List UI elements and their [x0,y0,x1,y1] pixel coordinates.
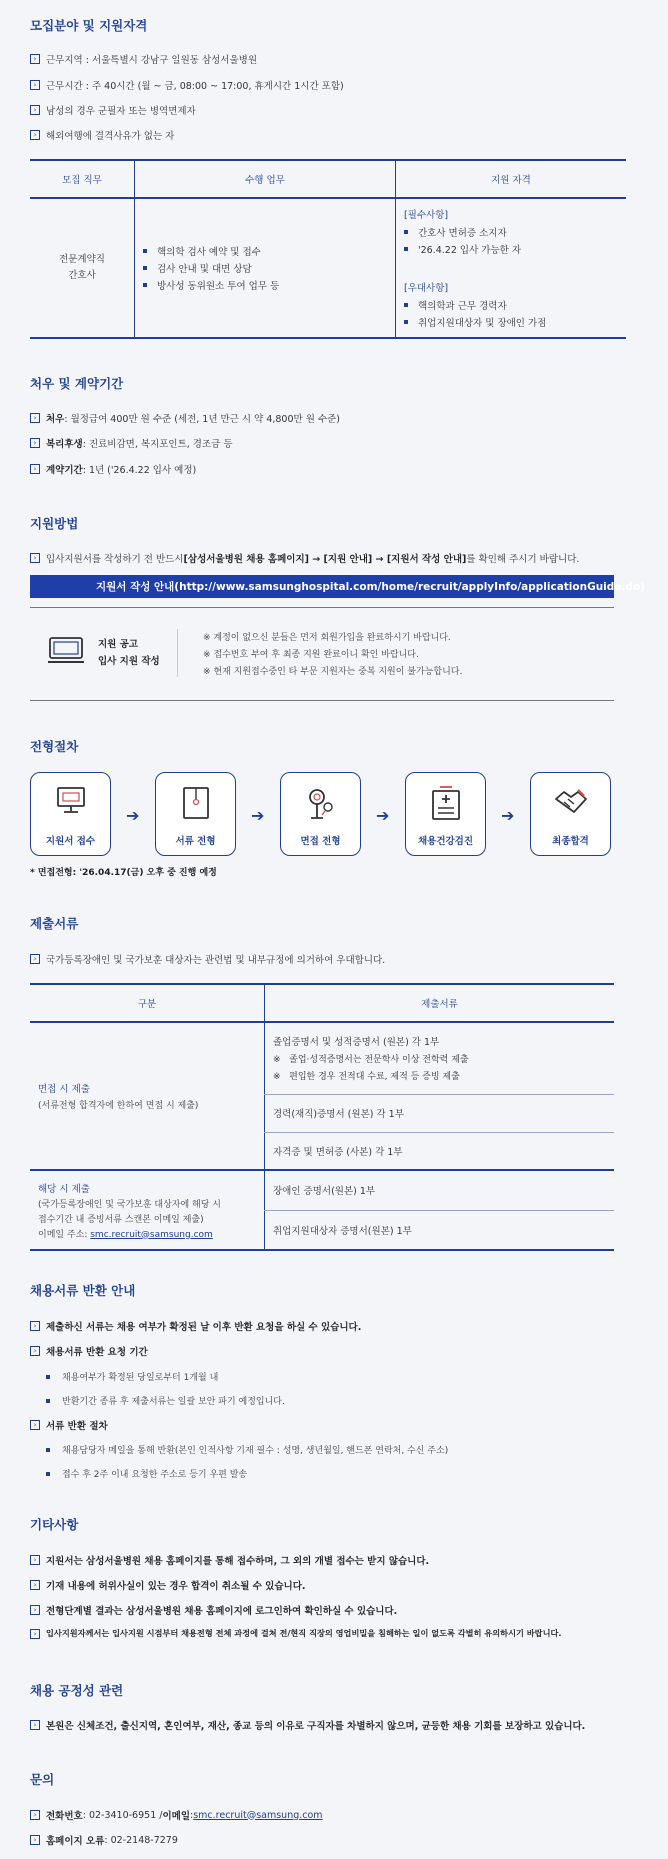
list-item: 핵의학과 근무 경력자 [404,298,625,312]
chevron-right-icon: › [30,80,40,90]
bullet: › 기재 내용에 허위사실이 있는 경우 합격이 취소될 수 있습니다. [30,1578,306,1592]
handshake-icon [553,785,589,821]
section-title-recruit: 모집분야 및 지원자격 [30,18,148,33]
process-step-final: 최종합격 [530,772,611,856]
chevron-right-icon: › [30,438,40,448]
section-title-etc: 기타사항 [30,1517,79,1532]
bullet: › 홈페이지 오류 : 02-2148-7279 [30,1833,178,1847]
qualification-cell: [필수사항] 간호사 면허증 소지자 '26.4.22 입사 가능한 자 [우대사항] 핵의학과 근무 경력자 취업지원대상자 및 장애인 가점 [396,198,627,338]
apply-notes: ※ 계정이 없으신 분들은 먼저 회원가입을 완료하시기 바랍니다. ※ 접수번호 부여 후 최종 지원 완료이니 확인 바랍니다. ※ 현재 지원접수중인 타 부문 지원자는 중복 지원이 불가능합니다. [203,633,463,677]
bullet: › 본원은 신체조건, 출신지역, 혼인여부, 재산, 종교 등의 이유로 구직자를 차별하지 않으며, 균등한 채용 기회를 보장하고 있습니다. [30,1718,585,1732]
section-title-apply: 지원방법 [30,516,79,531]
table-header: 제출서류 [265,984,615,1022]
chevron-right-icon: › [30,130,40,140]
section-title-docs: 제출서류 [30,916,79,931]
chevron-right-icon: › [30,105,40,115]
chevron-right-icon: › [30,1810,40,1820]
bullet: › 입사지원자께서는 입사지원 시점부터 채용전형 전체 과정에 걸쳐 전/현직 직장의 영업비밀을 침해하는 일이 없도록 각별히 유의하시기 바랍니다. [30,1628,562,1639]
section-title-treatment: 처우 및 계약기간 [30,376,124,391]
chevron-right-icon: › [30,553,40,563]
list-item: 접수 후 2주 이내 요청한 주소로 등기 우편 발송 [46,1467,247,1480]
contact-email-link[interactable]: smc.recruit@samsung.com [193,1809,323,1821]
bullet: › 서류 반환 절차 [30,1418,108,1432]
list-item: 반환기간 종류 후 제출서류는 일괄 보안 파기 예정입니다. [46,1394,285,1407]
chevron-right-icon: › [30,1555,40,1565]
divider [30,700,614,701]
bullet: › 처우 : 월정급여 400만 원 수준 (세전, 1년 만근 시 약 4,800만 원 수준) [30,411,340,425]
docs-group-interview: 면접 시 제출 (서류전형 합격자에 한하여 면접 시 제출) [30,1022,265,1170]
chevron-right-icon: › [30,413,40,423]
docs-cell: 취업지원대상자 증명서(원본) 1부 [265,1210,615,1250]
list-item: '26.4.22 입사 가능한 자 [404,242,625,256]
section-title-fairness: 채용 공정성 관련 [30,1683,124,1698]
chevron-right-icon: › [30,1720,40,1730]
arrow-right-icon: ➔ [251,806,265,825]
bullet: › 근무지역 : 서울특별시 강남구 일원동 삼성서울병원 [30,52,257,66]
divider [177,629,178,677]
bullet: › 계약기간 : 1년 ('26.4.22 입사 예정) [30,462,196,476]
laptop-icon [48,636,84,666]
docs-cell: 졸업증명서 및 성적증명서 (원본) 각 1부 ※ 졸업·성적증명서는 전문학사 이상 전학력 제출 ※ 편입한 경우 전적대 수료, 제적 등 증빙 제출 [265,1022,615,1094]
bullet: › 남성의 경우 군필자 또는 병역면제자 [30,103,196,117]
chevron-right-icon: › [30,54,40,64]
list-item: 핵의학 검사 예약 및 접수 [143,244,394,258]
chevron-right-icon: › [30,1420,40,1430]
list-item: 채용여부가 확정된 당일로부터 1개월 내 [46,1370,218,1383]
interview-note: * 면접전형: '26.04.17(금) 오후 중 진행 예정 [30,868,217,878]
bullet: › 해외여행에 결격사유가 없는 자 [30,128,174,142]
table-header: 수행 업무 [135,160,396,198]
bullet: › 지원서는 삼성서울병원 채용 홈페이지를 통해 접수하며, 그 외의 개별 접수는 받지 않습니다. [30,1553,429,1567]
table-header: 구분 [30,984,265,1022]
recruit-table [30,159,626,339]
list-item: 검사 안내 및 대면 상담 [143,261,394,275]
email-link[interactable]: smc.recruit@samsung.com [90,1229,213,1240]
medical-checkup-icon [428,785,464,821]
table-header: 모집 직무 [30,160,135,198]
docs-cell: 장애인 증명서(원본) 1부 [265,1170,615,1210]
arrow-right-icon: ➔ [126,806,140,825]
list-item: 채용담당자 메일을 통해 반환(본인 인적사항 기재 필수 : 성명, 생년월일, 핸드폰 연락처, 수신 주소) [46,1443,448,1456]
process-step-application: 지원서 접수 [30,772,111,856]
section-title-process: 전형절차 [30,739,79,754]
chevron-right-icon: › [30,1321,40,1331]
bullet: › 근무시간 : 주 40시간 (월 ~ 금, 08:00 ~ 17:00, 휴게시간 1시간 포함) [30,78,344,92]
process-step-interview: 면접 전형 [280,772,361,856]
docs-cell: 자격증 및 면허증 (사본) 각 1부 [265,1132,615,1170]
interview-icon [303,785,339,821]
process-step-medical: 채용건강검진 [405,772,486,856]
apply-box-title: 지원 공고 입사 지원 작성 [98,639,160,667]
table-header: 지원 자격 [396,160,627,198]
job-cell: 전문계약직 간호사 [30,198,135,338]
docs-table [30,983,614,1251]
chevron-right-icon: › [30,464,40,474]
list-item: 간호사 면허증 소지자 [404,225,625,239]
chevron-right-icon: › [30,1605,40,1615]
bullet: › 입사지원서를 작성하기 전 반드시 [삼성서울병원 채용 홈페이지] → [지원 안내] → [지원서 작성 안내] 를 확인해 주시기 바랍니다. [30,551,579,565]
arrow-right-icon: ➔ [501,806,515,825]
chevron-right-icon: › [30,1629,40,1639]
chevron-right-icon: › [30,1346,40,1356]
chevron-right-icon: › [30,1580,40,1590]
list-item: 취업지원대상자 및 장애인 가점 [404,315,625,329]
arrow-right-icon: ➔ [376,806,390,825]
bullet: › 전화번호 : 02-3410-6951 / 이메일 : smc.recruit@samsung.com [30,1808,323,1822]
chevron-right-icon: › [30,954,40,964]
duties-cell [135,198,396,338]
docs-group-optional: 해당 시 제출 (국가등록장애인 및 국가보훈 대상자에 해당 시 접수기간 내 증빙서류 스캔본 이메일 제출) 이메일 주소: smc.recruit@samsung.com [30,1170,265,1250]
list-item: 방사성 동위원소 투여 업무 등 [143,278,394,292]
divider [30,607,614,608]
bullet: › 국가등록장애인 및 국가보훈 대상자는 관련법 및 내부규정에 의거하여 우대합니다. [30,952,385,966]
process-step-document: 서류 전형 [155,772,236,856]
chevron-right-icon: › [30,1835,40,1845]
monitor-icon [53,785,89,817]
application-guide-link[interactable]: 지원서 작성 안내(http://www.samsunghospital.com/home/recruit/applyInfo/applicationGuide.do) [30,575,614,598]
bullet: › 채용서류 반환 요청 기간 [30,1344,148,1358]
section-title-return: 채용서류 반환 안내 [30,1283,136,1298]
document-icon [178,785,214,821]
bullet: › 제출하신 서류는 채용 여부가 확정된 날 이후 반환 요청을 하실 수 있습니다. [30,1319,361,1333]
bullet: › 전형단계별 결과는 삼성서울병원 채용 홈페이지에 로그인하여 확인하실 수 있습니다. [30,1603,397,1617]
section-title-contact: 문의 [30,1772,55,1787]
bullet: › 복리후생 : 진료비감면, 복지포인트, 경조금 등 [30,436,233,450]
docs-cell: 경력(재직)증명서 (원본) 각 1부 [265,1094,615,1132]
